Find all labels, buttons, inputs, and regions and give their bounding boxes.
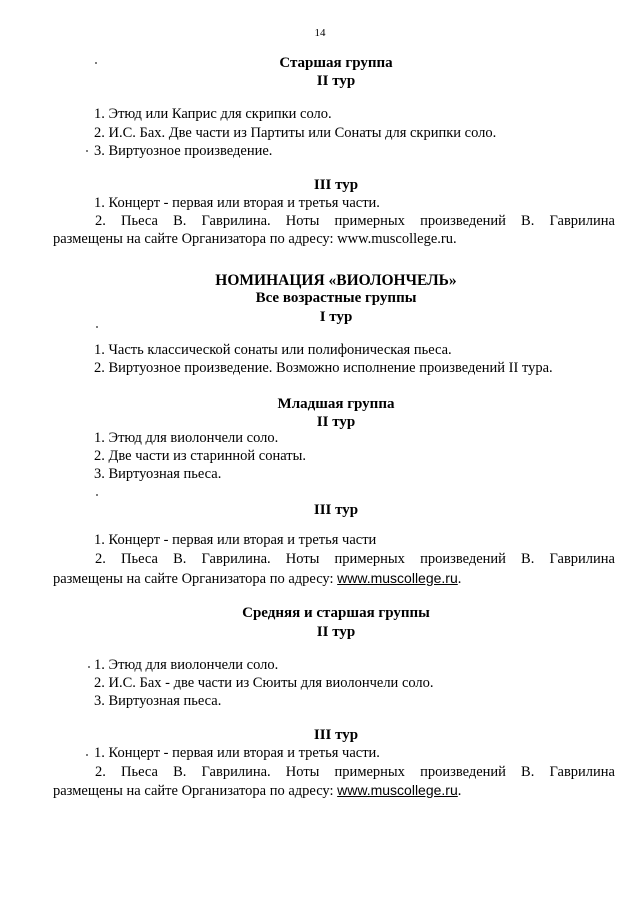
scan-speck: [96, 326, 98, 328]
middle-senior-group-heading: Средняя и старшая группы: [242, 605, 430, 621]
scan-speck: [86, 754, 88, 756]
scan-speck: [88, 666, 90, 668]
middle-senior-round2-heading: II тур: [316, 624, 356, 640]
scan-speck: [86, 150, 88, 152]
list-item: 3. Виртуозное произведение.: [94, 143, 273, 159]
list-item-continuation: [53, 231, 457, 248]
list-item: 2. И.С. Бах - две части из Сюиты для виолончели соло.: [94, 675, 434, 691]
list-item: 3. Виртуозная пьеса.: [94, 466, 222, 482]
period: .: [457, 571, 462, 587]
senior-round2-heading: II тур: [316, 73, 356, 89]
senior-group-heading: Старшая группа: [279, 55, 393, 71]
list-item: 2. Виртуозное произведение. Возможно исполнение произведений II тура.: [94, 360, 553, 376]
scan-speck: [96, 494, 98, 496]
list-item-justified: 2. Пьеса В. Гаврилина. Ноты примерных произведений В. Гаврилина: [95, 764, 615, 780]
junior-group-heading: Младшая группа: [277, 396, 395, 412]
nomination-heading: НОМИНАЦИЯ «ВИОЛОНЧЕЛЬ»: [215, 272, 457, 289]
list-item-continuation: [53, 570, 461, 588]
cello-round1-heading: I тур: [319, 309, 353, 325]
list-item: 1. Концерт - первая или вторая и третья части: [94, 532, 377, 548]
list-item: 1. Концерт - первая или вторая и третья части.: [94, 195, 380, 211]
senior-round3-heading: III тур: [313, 177, 359, 193]
list-item: 3. Виртуозная пьеса.: [94, 693, 222, 709]
page-number: 14: [314, 27, 326, 39]
scan-speck: [95, 62, 97, 64]
list-item: 1. Этюд или Каприс для скрипки соло.: [94, 106, 332, 122]
all-groups-heading: Все возрастные группы: [255, 290, 417, 306]
list-item-continuation: [53, 782, 461, 800]
list-item: 1. Этюд для виолончели соло.: [94, 430, 279, 446]
website-url[interactable]: www.muscollege.ru: [337, 570, 458, 586]
list-item: 2. И.С. Бах. Две части из Партиты или Сонаты для скрипки соло.: [94, 125, 497, 141]
list-item: 1. Этюд для виолончели соло.: [94, 657, 279, 673]
middle-senior-round3-heading: III тур: [313, 727, 359, 743]
list-item: 2. Две части из старинной сонаты.: [94, 448, 306, 464]
website-url[interactable]: www.muscollege.ru.: [337, 231, 457, 247]
list-item-justified: 2. Пьеса В. Гаврилина. Ноты примерных произведений В. Гаврилина: [95, 551, 615, 567]
list-item: 1. Концерт - первая или вторая и третья части.: [94, 745, 380, 761]
period: .: [457, 783, 462, 799]
address-text: размещены на сайте Организатора по адресу:: [53, 783, 338, 799]
address-text: размещены на сайте Организатора по адресу:: [53, 231, 338, 247]
junior-round2-heading: II тур: [316, 414, 356, 430]
address-text: размещены на сайте Организатора по адресу:: [53, 571, 338, 587]
list-item: 1. Часть классической сонаты или полифоническая пьеса.: [94, 342, 452, 358]
list-item-justified: 2. Пьеса В. Гаврилина. Ноты примерных произведений В. Гаврилина: [95, 213, 615, 229]
junior-round3-heading: III тур: [313, 502, 359, 518]
website-url[interactable]: www.muscollege.ru: [337, 782, 458, 798]
